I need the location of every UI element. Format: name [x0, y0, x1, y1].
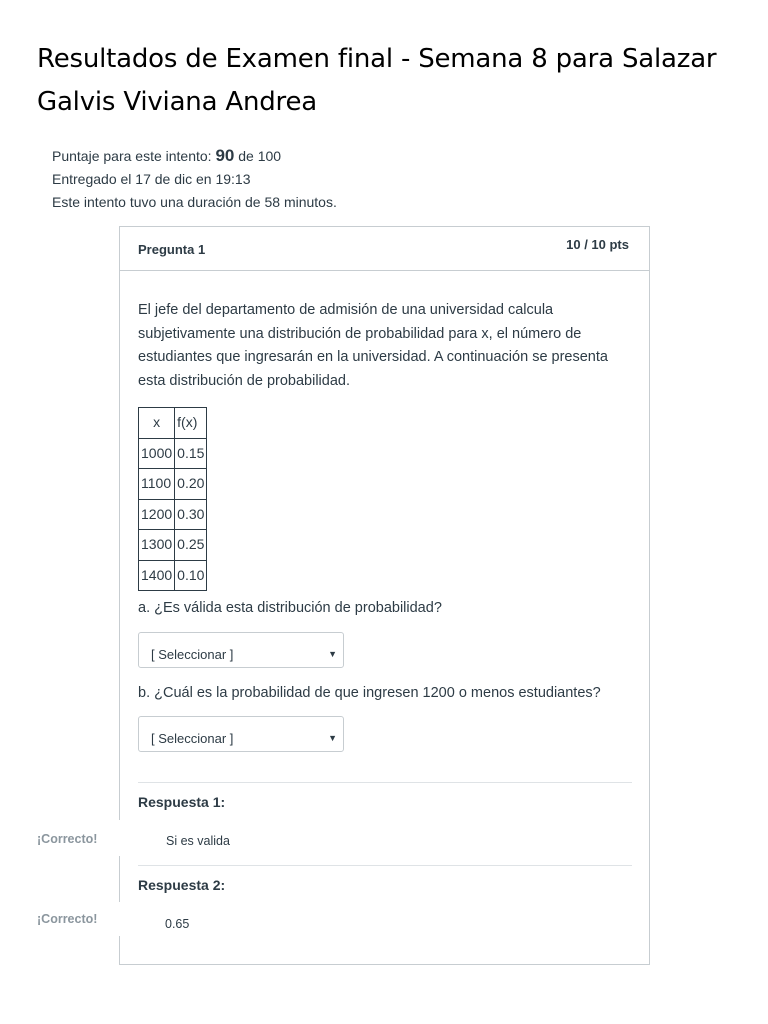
answer-1-value: Si es valida: [166, 834, 230, 848]
table-cell: 0.15: [175, 438, 207, 469]
question-points: 10 / 10 pts: [566, 237, 629, 252]
answers-section: [138, 782, 632, 948]
submitted-line: Entregado el 17 de dic en 19:13: [52, 171, 251, 187]
question-header: [120, 227, 649, 271]
answer-b-select[interactable]: [138, 716, 344, 752]
question-card: [119, 226, 650, 965]
table-row: [139, 438, 207, 469]
question-body: [138, 299, 638, 766]
correct-label-1: ¡Correcto!: [37, 828, 105, 850]
answer-1: [138, 782, 632, 865]
page-title: Resultados de Examen final - Semana 8 para Salazar Galvis Viviana Andrea: [37, 44, 717, 117]
table-header-cell: f(x): [175, 408, 207, 439]
table-cell: 0.30: [175, 499, 207, 530]
table-row: [139, 499, 207, 530]
score-suffix: de 100: [238, 148, 282, 164]
duration-line: Este intento tuvo una duración de 58 minutos.: [52, 194, 337, 210]
score-prefix: Puntaje para este intento:: [52, 148, 212, 164]
table-header-cell: x: [139, 408, 175, 439]
question-text: El jefe del departamento de admisión de una universidad calcula subjetivamente una distribución de probabilidad para x, el número de estudiantes que ingresarán en la universidad. A continuación se presenta esta distribución de probabilidad.: [138, 302, 608, 389]
table-cell: 1200: [139, 499, 175, 530]
answer-1-label: Respuesta 1:: [138, 794, 226, 810]
answer-a-select[interactable]: [138, 632, 344, 668]
score-line: [52, 144, 337, 168]
table-row: [139, 560, 207, 591]
table-cell: 0.10: [175, 560, 207, 591]
part-a-question: a. ¿Es válida esta distribución de probabilidad?: [138, 600, 442, 616]
dropdown-arrow-icon: ▼: [328, 648, 337, 659]
table-cell: 1100: [139, 469, 175, 500]
table-cell: 1400: [139, 560, 175, 591]
table-row: [139, 469, 207, 500]
answer-2-value: 0.65: [165, 917, 190, 931]
table-cell: 1000: [139, 438, 175, 469]
select-value: [ Seleccionar ]: [151, 731, 234, 746]
select-value: [ Seleccionar ]: [151, 646, 234, 662]
table-cell: 1300: [139, 530, 175, 561]
score-value: 90: [215, 146, 235, 165]
table-cell: 0.25: [175, 530, 207, 561]
correct-label-2: ¡Correcto!: [37, 908, 105, 930]
table-cell: 0.20: [175, 469, 207, 500]
dropdown-arrow-icon: ▼: [328, 733, 337, 743]
table-row: [139, 530, 207, 561]
distribution-table: [138, 407, 207, 591]
part-b-question: b. ¿Cuál es la probabilidad de que ingresen 1200 o menos estudiantes?: [138, 684, 601, 701]
answer-2: [138, 865, 632, 948]
answer-2-label: Respuesta 2:: [138, 877, 226, 893]
table-header-row: [139, 408, 207, 439]
question-title: Pregunta 1: [138, 242, 206, 257]
attempt-summary: [52, 144, 337, 214]
